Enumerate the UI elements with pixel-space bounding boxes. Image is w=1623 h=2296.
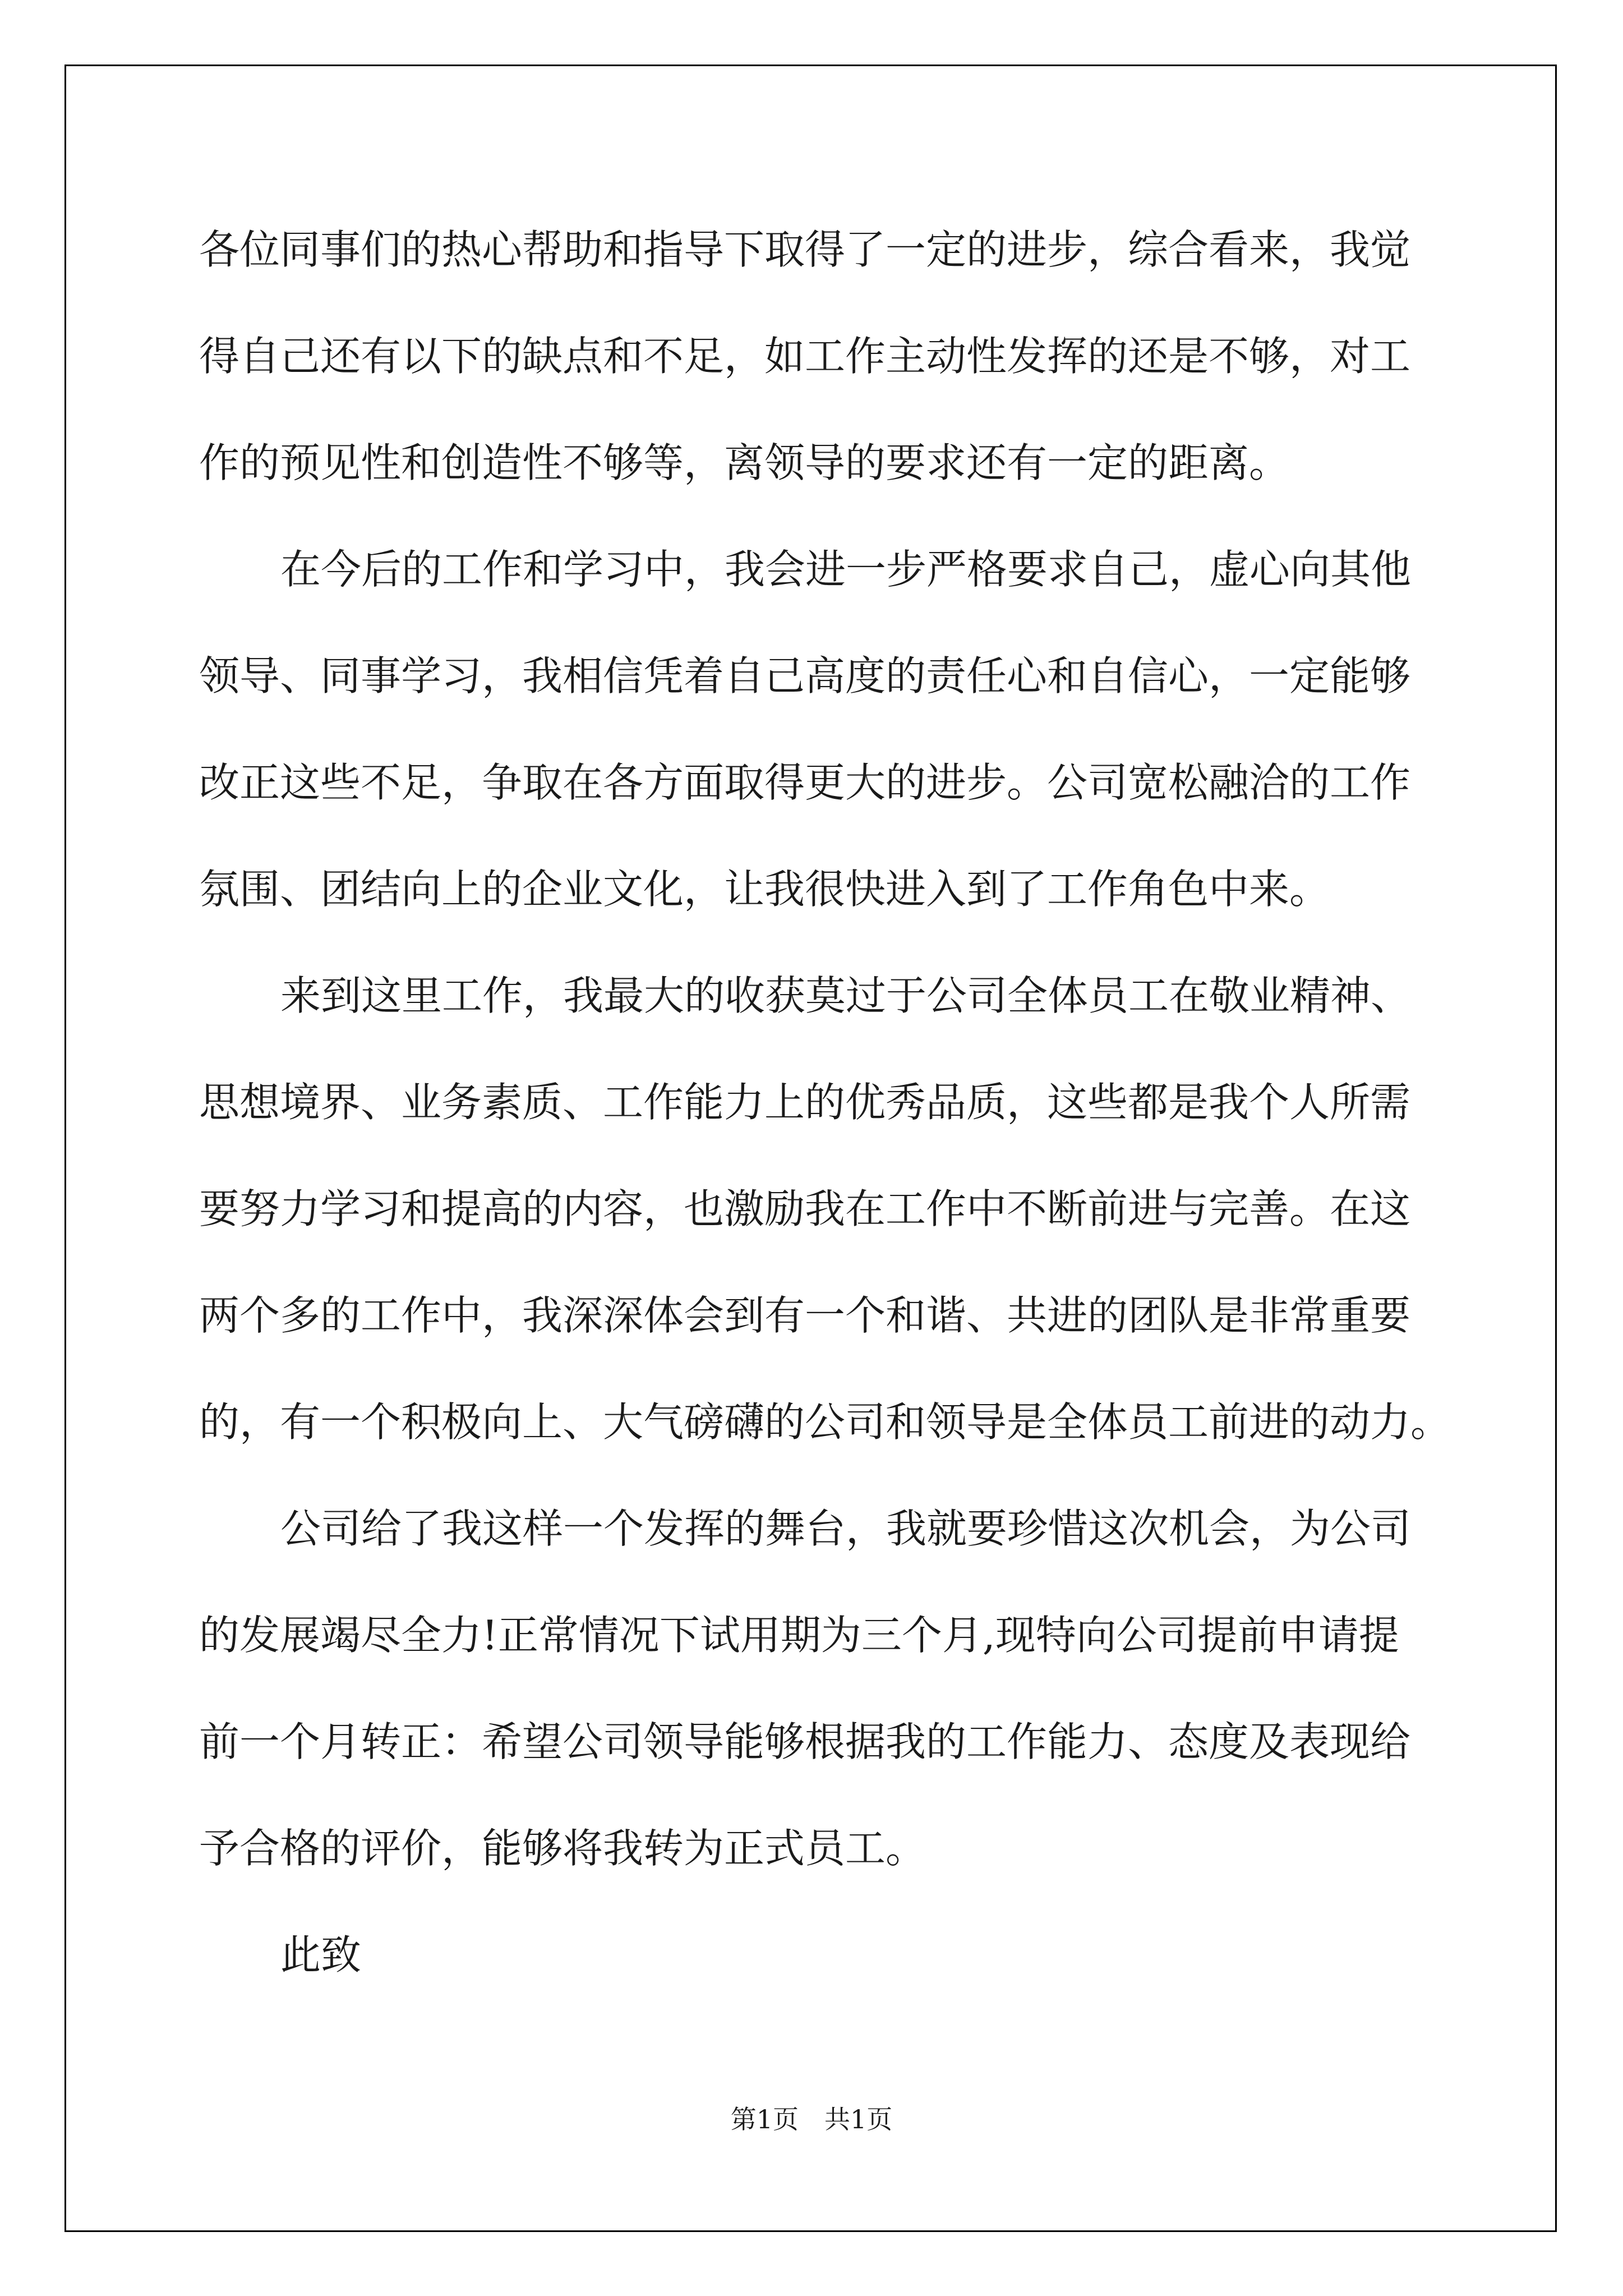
- text-line: 氛围、团结向上的企业文化，让我很快进入到了工作角色中来。: [199, 866, 1330, 913]
- text-line: 来到这里工作，我最大的收获莫过于公司全体员工在敬业精神、: [280, 972, 1412, 1019]
- text-line: 作的预见性和创造性不够等，离领导的要求还有一定的距离。: [199, 439, 1290, 486]
- text-line: 的，有一个积极向上、大气磅礴的公司和领导是全体员工前进的动力。: [199, 1398, 1451, 1446]
- text-line: 各位同事们的热心帮助和指导下取得了一定的进步，综合看来，我觉: [199, 226, 1411, 273]
- text-line: 要努力学习和提高的内容，也激励我在工作中不断前进与完善。在这: [199, 1185, 1411, 1232]
- text-line: 领导、同事学习，我相信凭着自己高度的责任心和自信心，一定能够: [199, 652, 1411, 700]
- text-line: 在今后的工作和学习中，我会进一步严格要求自己，虚心向其他: [280, 546, 1412, 593]
- closing-salutation: 此致: [280, 1931, 362, 1978]
- text-line: 改正这些不足，争取在各方面取得更大的进步。公司宽松融洽的工作: [199, 759, 1411, 806]
- text-line: 得自己还有以下的缺点和不足，如工作主动性发挥的还是不够，对工: [199, 333, 1411, 380]
- text-line: 思想境界、业务素质、工作能力上的优秀品质，这些都是我个人所需: [199, 1079, 1411, 1126]
- text-line: 前一个月转正：希望公司领导能够根据我的工作能力、态度及表现给: [199, 1718, 1411, 1765]
- page-footer: 第1页 共1页: [730, 2104, 893, 2134]
- text-line: 予合格的评价，能够将我转为正式员工。: [199, 1825, 926, 1872]
- page-border: [64, 65, 1557, 2232]
- text-line: 公司给了我这样一个发挥的舞台，我就要珍惜这次机会，为公司: [280, 1505, 1412, 1552]
- text-line: 两个多的工作中，我深深体会到有一个和谐、共进的团队是非常重要: [199, 1292, 1411, 1339]
- text-line: 的发展竭尽全力!正常情况下试用期为三个月,现特向公司提前申请提: [199, 1612, 1399, 1659]
